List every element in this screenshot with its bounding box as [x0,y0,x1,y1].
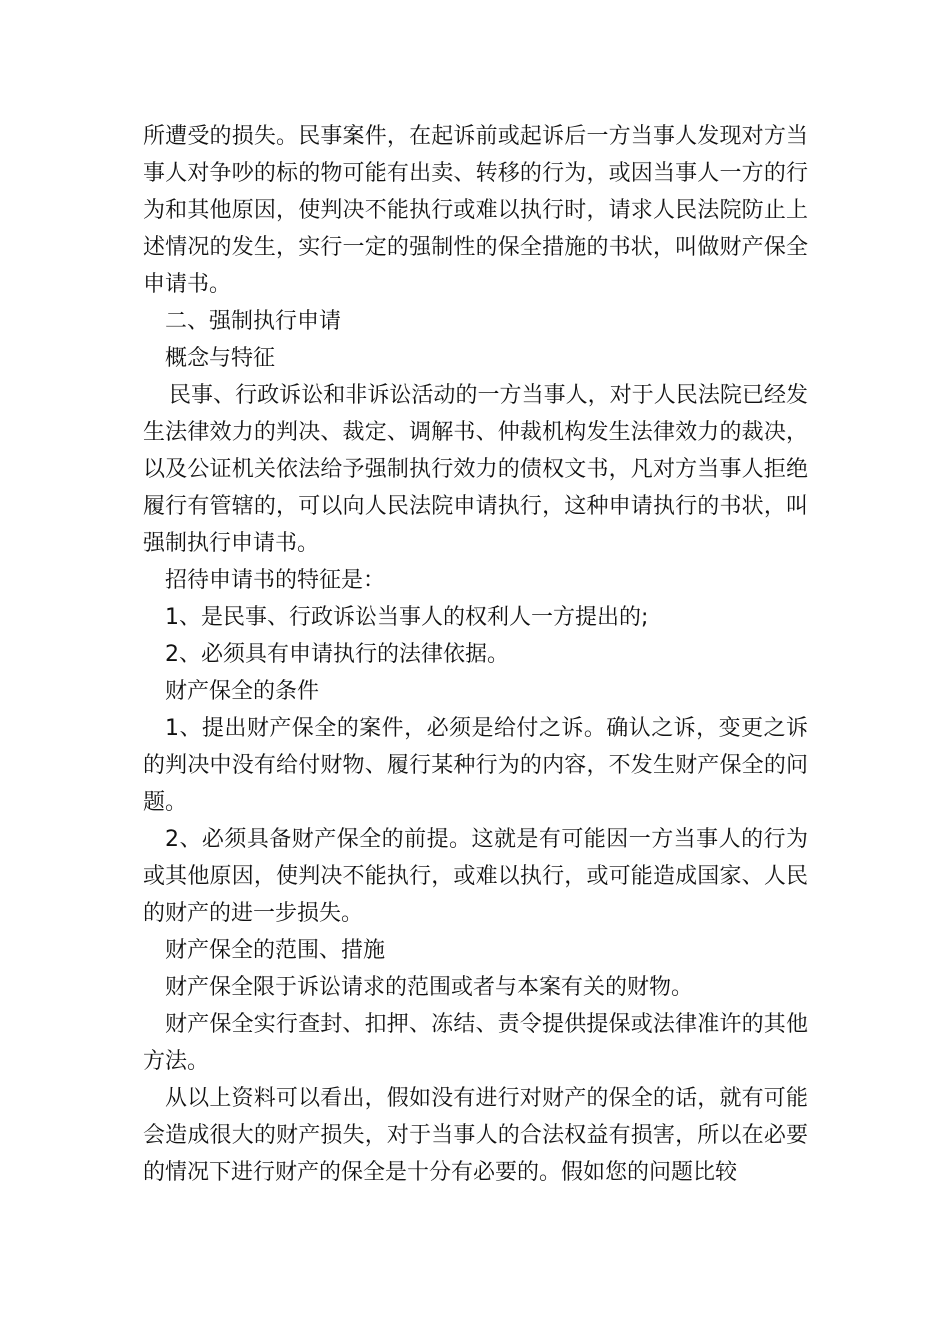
paragraph-definition: 民事、行政诉讼和非诉讼活动的一方当事人，对于人民法院已经发生法律效力的判决、裁定、调解书、仲裁机构发生法律效力的裁决，以及公证机关依法给予强制执行效力的债权文书，凡对方当事人拒绝履行有管辖的，可以向人民法院申请执行，这种申请执行的书状，叫强制执行申请书。 [143,383,808,556]
list-item-feature-2: 2、必须具有申请执行的法律依据。 [165,642,509,667]
paragraph-scope: 财产保全限于诉讼请求的范围或者与本案有关的财物。 [165,975,694,1000]
paragraph-measures: 财产保全实行查封、扣押、冻结、责令提供提保或法律准许的其他方法。 [143,1012,808,1074]
document-body [143,118,808,1191]
paragraph-features-intro: 招待申请书的特征是： [165,568,386,593]
list-item-condition-2: 2、必须具备财产保全的前提。这就是有可能因一方当事人的行为或其他原因，使判决不能执行，或难以执行，或可能造成国家、人民的财产的进一步损失。 [143,827,808,926]
section-heading-enforcement: 二、强制执行申请 [165,309,342,334]
subheading-conditions: 财产保全的条件 [165,679,320,704]
list-item-feature-1: 1、是民事、行政诉讼当事人的权利人一方提出的; [165,605,649,630]
paragraph-continuation: 所遭受的损失。民事案件，在起诉前或起诉后一方当事人发现对方当事人对争吵的标的物可能有出卖、转移的行为，或因当事人一方的行为和其他原因，使判决不能执行或难以执行时，请求人民法院防止上述情况的发生，实行一定的强制性的保全措施的书状，叫做财产保全申请书。 [143,124,808,297]
paragraph-conclusion: 从以上资料可以看出，假如没有进行对财产的保全的话，就有可能会造成很大的财产损失，对于当事人的合法权益有损害，所以在必要的情况下进行财产的保全是十分有必要的。假如您的问题比较 [143,1086,808,1185]
list-item-condition-1: 1、提出财产保全的案件，必须是给付之诉。确认之诉，变更之诉的判决中没有给付财物、履行某种行为的内容，不发生财产保全的问题。 [143,716,808,815]
subheading-scope: 财产保全的范围、措施 [165,938,386,963]
subheading-concept: 概念与特征 [165,346,276,371]
